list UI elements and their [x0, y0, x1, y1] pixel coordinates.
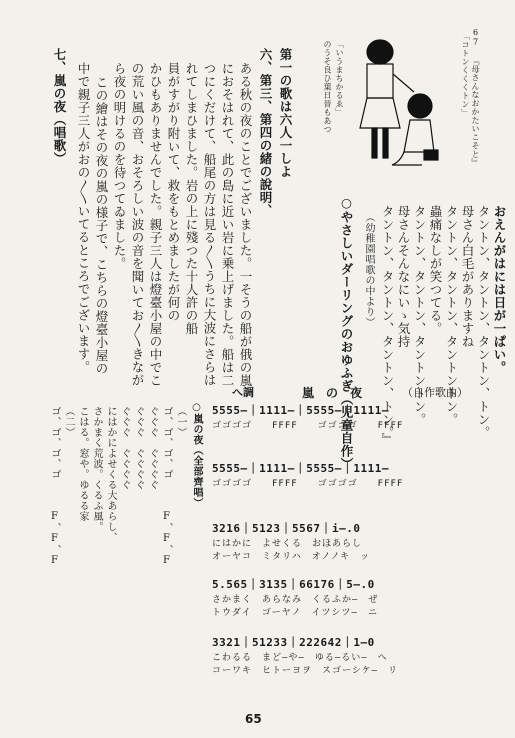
lyric-line: にはかによせくる大あらし、	[105, 406, 116, 543]
score-kana: ゴゴゴゴ FFFF ゴゴゴゴ FFFF	[212, 421, 404, 431]
score-row	[212, 460, 403, 489]
illus-side-note: 「いうまちかるゑ」	[335, 40, 344, 117]
story-line: この繪はその夜の嵐の様子で、こちらの燈臺小屋の	[94, 76, 109, 375]
illus-side-note: のうそ良ひ葉日晉もあつ	[323, 40, 332, 134]
story-line: つにくだけて、船尾の方は見る〳〵うちに大波にさらは	[202, 62, 217, 387]
score-kana: トウダイ ゴーヤノ イツシツ— ニ	[212, 608, 378, 618]
song-line: タントン、タントン、タントントン。	[444, 205, 459, 426]
score-lyric: さかまく あらなみ くるふか— ぜ	[212, 595, 379, 605]
story-line: におそはれて、此の島に近い岩に乗上げました。船は二	[220, 62, 235, 387]
lyric-line: さかまく荒波。くるふ風。	[91, 406, 102, 532]
tempo-mark: へ調	[232, 386, 254, 399]
lyrics-section: （一）	[175, 406, 186, 438]
story-line: の荒い風の音、おそろしい波の音を聞いてお〳〵きなが	[130, 62, 145, 387]
song-line: タントン、タントン、タントン、トン。	[476, 205, 491, 439]
illus-caption: 67 『母さんなおかたいこそと』	[471, 28, 480, 167]
score-notes: 5.565｜3135｜66176｜5—.0	[212, 578, 375, 591]
lyric-line: こはる。窓や。ゆるる家	[77, 406, 88, 522]
lyrics-section: （二）	[63, 406, 74, 438]
lyric-line: ぐぐぐ ぐぐぐぐ	[133, 406, 144, 490]
score-kana: オーヤコ ミタリハ オノノキ ッ	[212, 552, 371, 562]
lyric-line: ゴ、ゴ、ゴ、ゴ F、F、F	[161, 406, 172, 567]
score-row	[212, 634, 398, 676]
score-lyric: にはかに よせくる おほあらし	[212, 539, 363, 549]
song-source: （幼稚園唱歌の中より）	[363, 212, 374, 328]
score-lyric: こわるる まど—や— ゆる—るい— へ	[212, 653, 388, 663]
section-heading: 七、嵐の夜（唱歌）	[52, 48, 67, 165]
song-line: 蟲痛なしが笑つてる。	[428, 205, 443, 335]
song-credit: （自作歌曲）	[402, 386, 468, 399]
song-line: 母さんそんなにいゝ気持	[396, 205, 411, 348]
score-notes: 5555—｜1111—｜5555—｜1111—	[212, 404, 389, 417]
score-row	[212, 520, 370, 562]
children-drawing	[322, 30, 482, 180]
song-title: 嵐 の 夜	[302, 386, 363, 400]
lyric-line: ゴ、ゴ、ゴ、ゴ F、F、F	[49, 406, 60, 567]
song-line: タントン、タントン、タントン、トン。』	[380, 205, 395, 446]
lyric-line: ぐぐぐ ぐぐぐぐ	[147, 406, 158, 490]
song-caption: ○やさしいダーリングのおゆふぎ（児童自作）	[339, 195, 354, 471]
song-line: タントン、タントン、タントントン。	[412, 205, 427, 426]
children-illustration	[322, 30, 482, 180]
section-heading: 六、第三、第四の緒の說明、	[258, 48, 273, 217]
illus-caption: 「コトンくくくトン」	[461, 32, 470, 117]
score-kana: コーワキ ヒトーヨヲ スゴーシケ— リ	[212, 666, 399, 676]
page-number: 65	[245, 712, 262, 726]
song-line: おえんがはには日が一ぱい。	[492, 205, 507, 374]
first-song-note: 第一の歌は六人一しよ	[278, 48, 293, 178]
story-line: ある秋の夜のことでございました。一そうの船が俄の嵐	[238, 62, 253, 387]
score-notes: 5555—｜1111—｜5555—｜1111—	[212, 462, 389, 475]
story-line: れてしまひました。岩の上に殘つた十人許の船	[184, 62, 199, 335]
story-line: 員がすがり附いて、救をもとめましたが何の	[166, 62, 181, 322]
score-notes: 3321｜51233｜222642｜1—0	[212, 636, 375, 649]
story-line: 中で親子三人がおの〳〵いてるところでございます。	[76, 62, 91, 374]
lyric-line: ぐぐぐ ぐぐぐぐ	[119, 406, 130, 490]
song-line: 母さん白毛がありますね	[460, 205, 475, 348]
score-kana: ゴゴゴゴ FFFF ゴゴゴゴ FFFF	[212, 479, 404, 489]
story-line: かひもありませんでした。親子三人は燈臺小屋の中でこ	[148, 62, 163, 387]
score-row	[212, 576, 378, 618]
lyrics-header: ○嵐の夜（全部齊唱）	[191, 402, 202, 508]
score-row	[212, 402, 403, 431]
score-notes: 3216｜5123｜5567｜i—.0	[212, 522, 361, 535]
story-line: ら夜の明けるのを待つてゐました。	[112, 62, 127, 270]
